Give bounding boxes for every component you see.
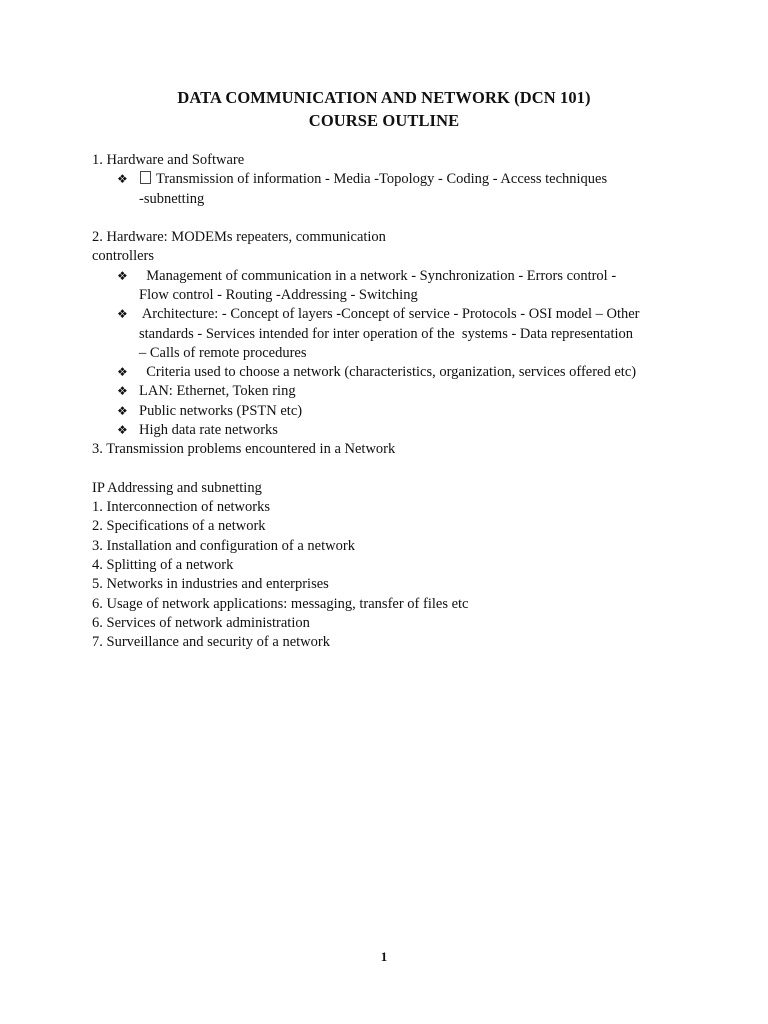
list-item: 3. Installation and configuration of a network bbox=[92, 538, 355, 554]
list-item: 7. Surveillance and security of a network bbox=[92, 634, 330, 650]
list-item: 6. Usage of network applications: messaging, transfer of files etc bbox=[92, 596, 469, 612]
list-item: 1. Interconnection of networks bbox=[92, 499, 270, 515]
section-2-bullet-5: Public networks (PSTN etc) bbox=[139, 403, 303, 419]
diamond-bullet-icon: ❖ bbox=[117, 423, 128, 437]
section-2-bullet-4: LAN: Ethernet, Token ring bbox=[139, 383, 296, 399]
ip-section-heading: IP Addressing and subnetting bbox=[92, 480, 262, 496]
diamond-bullet-icon: ❖ bbox=[117, 172, 128, 186]
section-1-bullet-1-cont: -subnetting bbox=[139, 191, 205, 207]
section-2-bullet-1: Management of communication in a network - Synchronization - Errors control - bbox=[139, 268, 617, 284]
section-2-bullet-3: Criteria used to choose a network (characteristics, organization, services offered etc) bbox=[139, 364, 637, 380]
section-1-bullet-1-text: Transmission of information - Media -Topology - Coding - Access techniques bbox=[156, 171, 608, 187]
list-item: 2. Specifications of a network bbox=[92, 518, 266, 534]
document-subtitle: COURSE OUTLINE bbox=[308, 111, 460, 130]
missing-glyph-icon bbox=[140, 171, 151, 184]
section-2-bullet-6: High data rate networks bbox=[139, 422, 278, 438]
diamond-bullet-icon: ❖ bbox=[117, 404, 128, 418]
section-2-bullet-1-cont: Flow control - Routing -Addressing - Switching bbox=[139, 287, 418, 303]
section-1-bullet-1 bbox=[140, 170, 607, 189]
diamond-bullet-icon: ❖ bbox=[117, 365, 128, 379]
diamond-bullet-icon: ❖ bbox=[117, 269, 128, 283]
diamond-bullet-icon: ❖ bbox=[117, 307, 128, 321]
section-1-heading: 1. Hardware and Software bbox=[92, 152, 245, 168]
section-2-bullet-2-cont: standards - Services intended for inter operation of the systems - Data representation bbox=[139, 326, 634, 342]
list-item: 6. Services of network administration bbox=[92, 615, 310, 631]
diamond-bullet-icon: ❖ bbox=[117, 384, 128, 398]
section-3-heading: 3. Transmission problems encountered in a Network bbox=[92, 441, 396, 457]
page-number: 1 bbox=[380, 949, 388, 964]
document-title: DATA COMMUNICATION AND NETWORK (DCN 101) bbox=[177, 88, 591, 107]
section-2-heading: 2. Hardware: MODEMs repeaters, communication bbox=[92, 229, 386, 245]
section-2-heading-cont: controllers bbox=[92, 248, 155, 264]
section-2-bullet-2: Architecture: - Concept of layers -Concept of service - Protocols - OSI model – Other bbox=[139, 306, 640, 322]
list-item: 5. Networks in industries and enterprises bbox=[92, 576, 329, 592]
section-2-bullet-2-cont2: – Calls of remote procedures bbox=[139, 345, 307, 361]
list-item: 4. Splitting of a network bbox=[92, 557, 234, 573]
